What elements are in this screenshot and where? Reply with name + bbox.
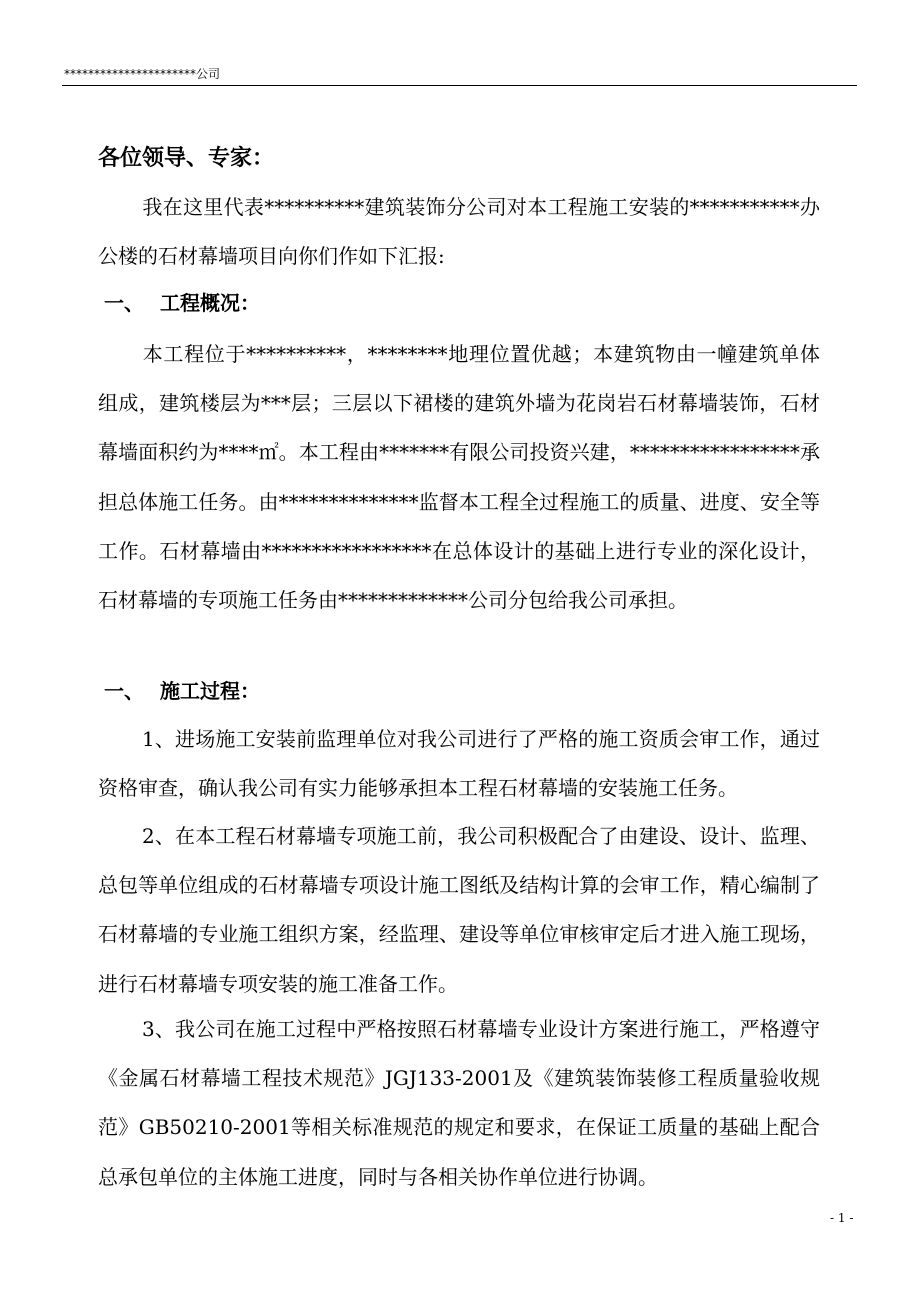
section2-number: 一、 (104, 679, 144, 703)
section1-paragraph (98, 330, 820, 625)
section2-item (98, 1005, 820, 1202)
section2-item-text: 1、进场施工安装前监理单位对我公司进行了严格的施工资质会审工作，通过资格审查，确认我公司有实力能够承担本工程石材幕墙的安装施工任务。 (98, 727, 820, 801)
section1-heading (104, 288, 260, 318)
section1-number: 一、 (104, 291, 144, 315)
section2-title: 施工过程： (160, 679, 260, 703)
section2-item (98, 715, 820, 813)
intro-paragraph (98, 183, 820, 281)
header-divider (62, 85, 857, 86)
page-number: - 1 - (830, 1211, 854, 1225)
section2-item (98, 812, 820, 1009)
header-company: **********************公司 (64, 67, 221, 81)
section2-heading (104, 676, 260, 706)
section2-item-text: 3、我公司在施工过程中严格按照石材幕墙专业设计方案进行施工，严格遵守《金属石材幕墙工程技术规范》JGJ133-2001及《建筑装饰装修工程质量验收规范》GB50210-2001等相关标准规范的规定和要求，在保证工质量的基础上配合总承包单位的主体施工进度，同时与各相关协作单位进行协调。 (98, 1017, 820, 1189)
intro-text: 我在这里代表**********建筑装饰分公司对本工程施工安装的***********办公楼的石材幕墙项目向你们作如下汇报: (98, 195, 820, 269)
section1-body: 本工程位于**********，********地理位置优越；本建筑物由一幢建筑单体组成，建筑楼层为***层；三层以下裙楼的建筑外墙为花岗岩石材幕墙装饰，石材幕墙面积约为****㎡。本工程由*******有限公司投资兴建，*****************承担总体施工任务。由**************监督本工程全过程施工的质量、进度、安全等工作。石材幕墙由*****************在总体设计的基础上进行专业的深化设计，石材幕墙的专项施工任务由*************公司分包给我公司承担。 (98, 342, 820, 613)
greeting: 各位领导、专家： (98, 146, 275, 171)
section2-item-text: 2、在本工程石材幕墙专项施工前，我公司积极配合了由建设、设计、监理、总包等单位组成的石材幕墙专项设计施工图纸及结构计算的会审工作，精心编制了石材幕墙的专业施工组织方案，经监理、建设等单位审核审定后才进入施工现场，进行石材幕墙专项安装的施工准备工作。 (98, 824, 820, 996)
section1-title: 工程概况： (160, 291, 260, 315)
